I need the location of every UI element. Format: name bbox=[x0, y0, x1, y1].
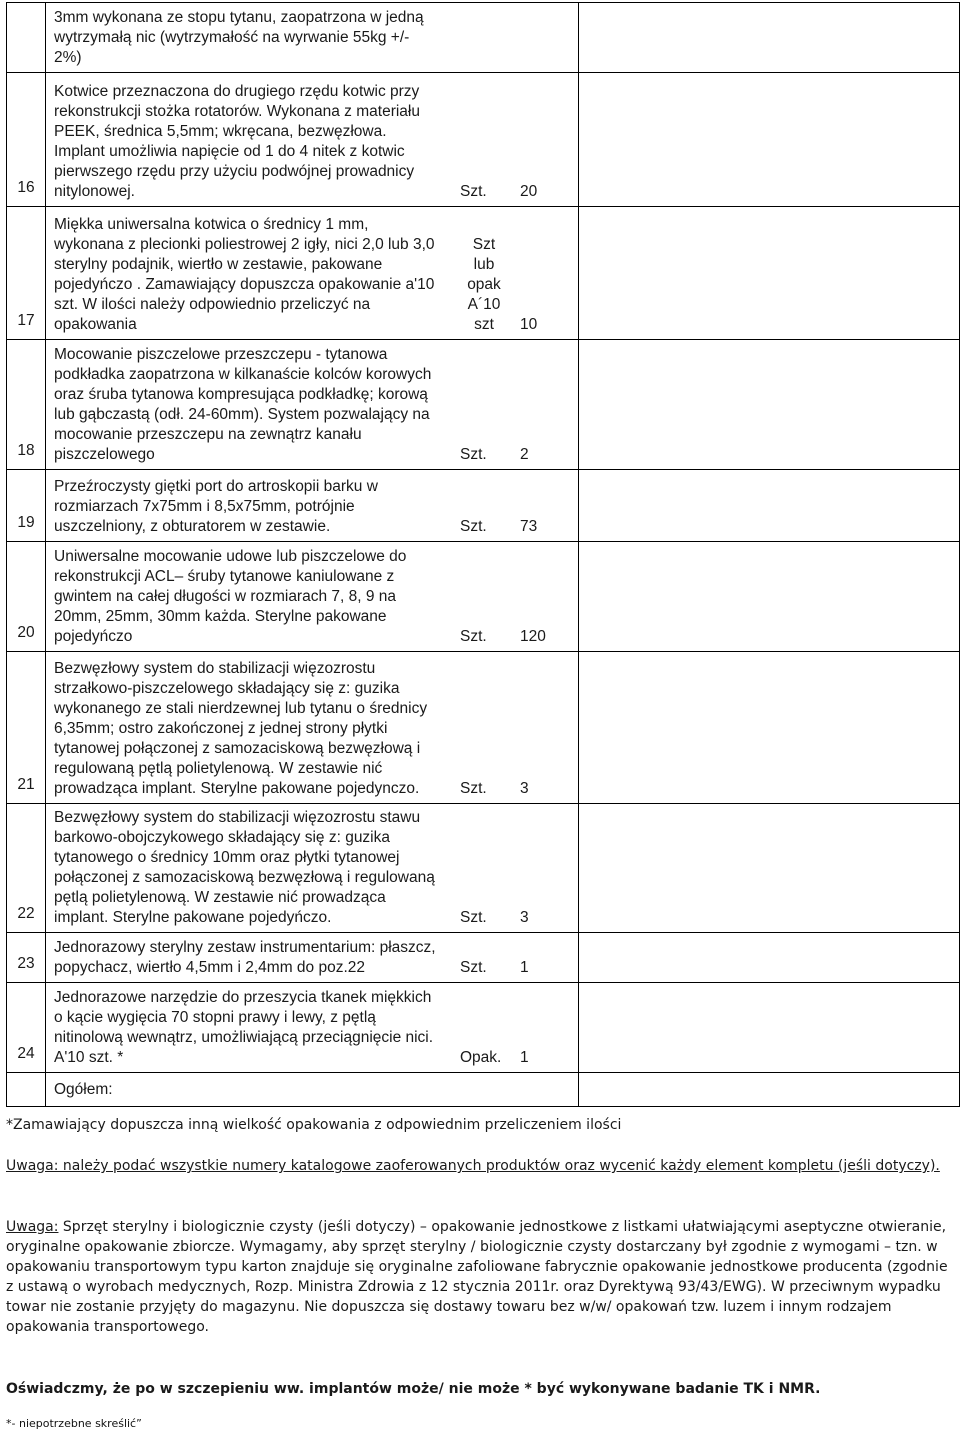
row-unit: Szt. bbox=[460, 933, 518, 983]
table-row bbox=[7, 73, 960, 207]
row-quantity: 1 bbox=[518, 983, 579, 1073]
row-quantity bbox=[518, 1073, 579, 1107]
empty-cell bbox=[579, 3, 960, 73]
table-row bbox=[7, 933, 960, 983]
row-description: Przeźroczysty giętki port do artroskopii barku w rozmiarzach 7x75mm i 8,5x75mm, potrójnie uszczelniony, z obturatorem w zestawie. bbox=[46, 470, 461, 542]
empty-cell bbox=[579, 340, 960, 470]
empty-cell bbox=[579, 542, 960, 652]
empty-cell bbox=[579, 470, 960, 542]
row-quantity: 1 bbox=[518, 933, 579, 983]
row-unit bbox=[460, 1073, 518, 1107]
row-quantity: 20 bbox=[518, 73, 579, 207]
empty-cell bbox=[579, 933, 960, 983]
empty-cell bbox=[579, 207, 960, 340]
empty-cell bbox=[579, 73, 960, 207]
row-unit: Szt. bbox=[460, 73, 518, 207]
table-row bbox=[7, 3, 960, 73]
row-number: 16 bbox=[7, 73, 46, 207]
row-number: 20 bbox=[7, 542, 46, 652]
empty-cell bbox=[579, 983, 960, 1073]
table-row bbox=[7, 542, 960, 652]
items-table bbox=[6, 2, 960, 1107]
uwaga-sterile-note bbox=[6, 1217, 951, 1337]
row-quantity: 120 bbox=[518, 542, 579, 652]
row-quantity bbox=[518, 3, 579, 73]
declaration: Oświadczmy, że po w szczepieniu ww. implantów może/ nie może * być wykonywane badanie TK i NMR. bbox=[6, 1381, 821, 1397]
row-description: Miękka uniwersalna kotwica o średnicy 1 mm, wykonana z plecionki poliestrowej 2 igły, nici 2,0 lub 3,0 sterylny podajnik, wiertło w zestawie, pakowane pojedyńczo . Zamawiający dopuszcza opakowanie a'10 szt. W ilości należy odpowiednio przeliczyć na opakowania bbox=[46, 207, 461, 340]
table-row bbox=[7, 804, 960, 933]
row-number bbox=[7, 1073, 46, 1107]
row-quantity: 3 bbox=[518, 652, 579, 804]
empty-cell bbox=[579, 652, 960, 804]
total-label: Ogółem: bbox=[46, 1073, 461, 1107]
row-quantity: 3 bbox=[518, 804, 579, 933]
total-row bbox=[7, 1073, 960, 1107]
row-number: 19 bbox=[7, 470, 46, 542]
uwaga-text: Sprzęt sterylny i biologicznie czysty (jeśli dotyczy) – opakowanie jednostkowe z listkami ułatwiającymi aseptyczne otwieranie, oryginalne opakowanie zbiorcze. Wymagamy, aby sprzęt sterylny / biologicznie czysty dostarczany był zgodnie z wymogami – tzn. w opakowaniu transportowym typu karton znajduje się oryginalne zafoliowane fabrycznie opakowanie jednostkowe producenta (zgodnie z ustawą o wyrobach medycznych, Rozp. Ministra Zdrowia z 12 stycznia 2011r. oraz Dyrektywą 93/43/EWG). W przeciwnym wypadku towar nie zostanie przyjęty do magazynu. Nie dopuszcza się dostawy towaru bez w/w/ opakowań tzw. luzem i innym rodzajem opakowania transportowego. bbox=[6, 1219, 948, 1335]
row-number: 18 bbox=[7, 340, 46, 470]
row-description: Jednorazowy sterylny zestaw instrumentarium: płaszcz, popychacz, wiertło 4,5mm i 2,4mm do poz.22 bbox=[46, 933, 461, 983]
empty-cell bbox=[579, 1073, 960, 1107]
empty-cell bbox=[579, 804, 960, 933]
row-description: Bezwęzłowy system do stabilizacji więzozrostu stawu barkowo-obojczykowego składający się z: guzika tytanowego o średnicy 10mm oraz płytki tytanowej połączonej z samozaciskową bezwęzłową i regulowaną pętlą polietylenową. W zestawie nić prowadząca implant. Sterylne pakowane pojedyńczo. bbox=[46, 804, 461, 933]
row-description: Bezwęzłowy system do stabilizacji więzozrostu strzałkowo-piszczelowego składający się z: guzika wykonanego ze stali nierdzewnej lub tytanu o średnicy 6,35mm; ostro zakończonej z jednej strony płytki tytanowej połączonej z samozaciskową bezwęzłową i regulowaną pętlą polietylenową. W zestawie nić prowadząca implant. Sterylne pakowane pojedynczo. bbox=[46, 652, 461, 804]
table-row bbox=[7, 207, 960, 340]
row-quantity: 10 bbox=[518, 207, 579, 340]
table-row bbox=[7, 340, 960, 470]
row-description: Jednorazowe narzędzie do przeszycia tkanek miękkich o kącie wygięcia 70 stopni prawy i lewy, z pętlą nitinolową wewnątrz, umożliwiającą przeciągnięcie nici. A'10 szt. * bbox=[46, 983, 461, 1073]
row-number bbox=[7, 3, 46, 73]
row-number: 24 bbox=[7, 983, 46, 1073]
row-description: Kotwice przeznaczona do drugiego rzędu kotwic przy rekonstrukcji stożka rotatorów. Wykonana z materiału PEEK, średnica 5,5mm; wkręcana, bezwęzłowa. Implant umożliwia napięcie od 1 do 4 nitek z kotwic pierwszego rzędu przy użyciu podwójnej prowadnicy nitylonowej. bbox=[46, 73, 461, 207]
uwaga-catalog-note: Uwaga: należy podać wszystkie numery katalogowe zaoferowanych produktów oraz wycenić każdy element kompletu (jeśli dotyczy). bbox=[6, 1158, 940, 1174]
row-number: 17 bbox=[7, 207, 46, 340]
row-unit: Szt. bbox=[460, 340, 518, 470]
star-note: *Zamawiający dopuszcza inną wielkość opakowania z odpowiednim przeliczeniem ilości bbox=[6, 1117, 622, 1133]
row-number: 22 bbox=[7, 804, 46, 933]
row-unit: Szt. bbox=[460, 804, 518, 933]
declaration-footnote: *- niepotrzebne skreślić” bbox=[6, 1417, 142, 1430]
row-quantity: 2 bbox=[518, 340, 579, 470]
row-description: Uniwersalne mocowanie udowe lub piszczelowe do rekonstrukcji ACL– śruby tytanowe kaniulowane z gwintem na całej długości w rozmiarach 7, 8, 9 na 20mm, 25mm, 30mm każda. Sterylne pakowane pojedyńczo bbox=[46, 542, 461, 652]
row-number: 23 bbox=[7, 933, 46, 983]
table-row bbox=[7, 983, 960, 1073]
table-row bbox=[7, 470, 960, 542]
row-unit bbox=[460, 3, 518, 73]
row-unit: Szt. bbox=[460, 470, 518, 542]
row-description: 3mm wykonana ze stopu tytanu, zaopatrzona w jedną wytrzymałą nic (wytrzymałość na wyrwanie 55kg +/- 2%) bbox=[46, 3, 461, 73]
row-unit: Szt. bbox=[460, 542, 518, 652]
row-quantity: 73 bbox=[518, 470, 579, 542]
uwaga-label: Uwaga: bbox=[6, 1219, 59, 1235]
row-unit: Szt. bbox=[460, 652, 518, 804]
table-row bbox=[7, 652, 960, 804]
row-unit: Szt lub opak A´10 szt bbox=[460, 207, 518, 340]
row-unit: Opak. bbox=[460, 983, 518, 1073]
row-number: 21 bbox=[7, 652, 46, 804]
row-description: Mocowanie piszczelowe przeszczepu - tytanowa podkładka zaopatrzona w kilkanaście kolców korowych oraz śruba tytanowa kompresująca podkładkę; korową lub gąbczastą (odł. 24-60mm). System pozwalający na mocowanie przeszczepu na zewnątrz kanału piszczelowego bbox=[46, 340, 461, 470]
